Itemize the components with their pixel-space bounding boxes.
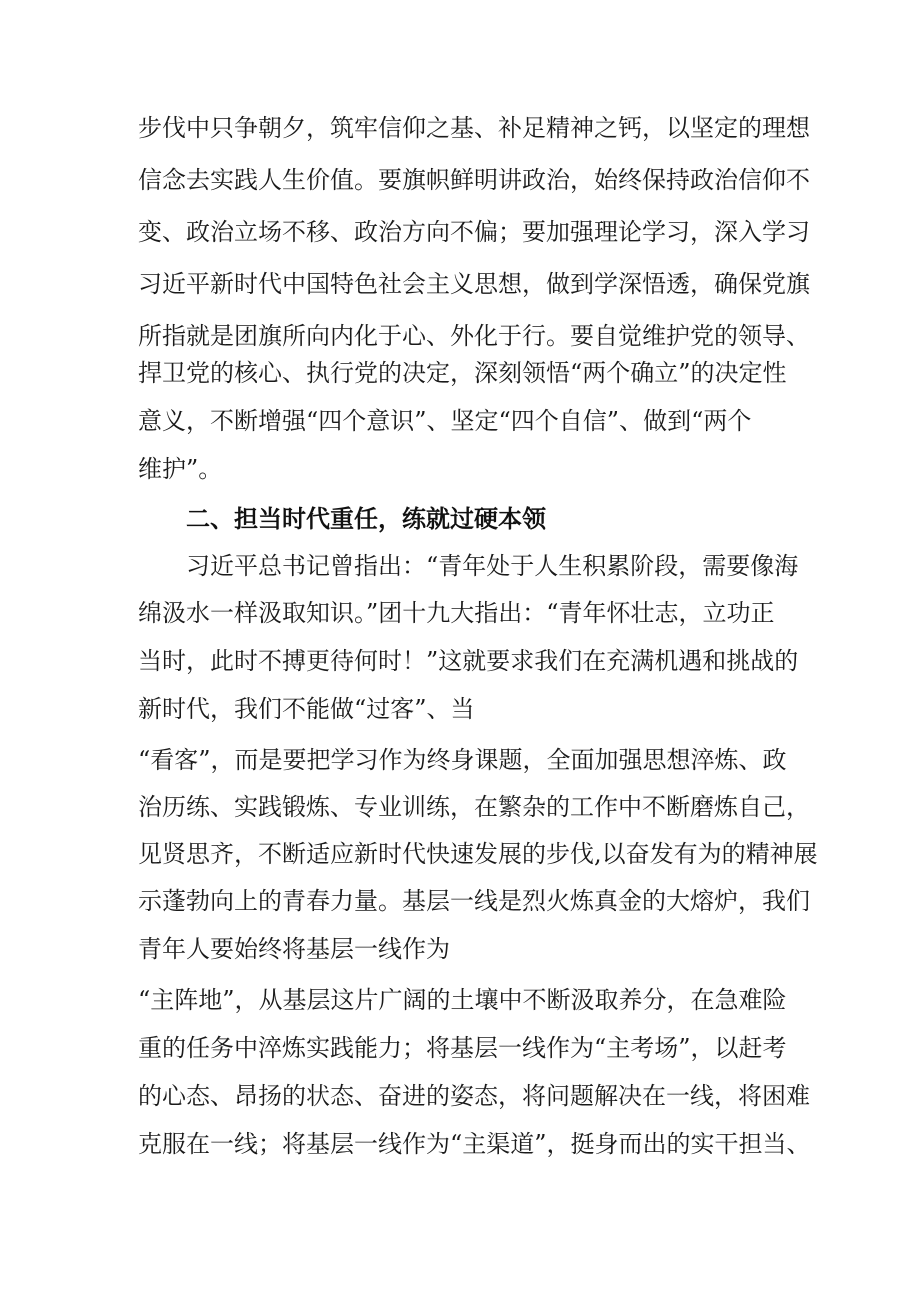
- text-line: 重的任务中淬炼实践能力；将基层一线作为“主考场”，以赶考: [138, 1034, 787, 1062]
- text-line: 步伐中只争朝夕，筑牢信仰之基、补足精神之钙，以坚定的理想: [138, 114, 810, 142]
- text-line: 习近平总书记曾指出：“青年处于人生积累阶段，需要像海: [186, 552, 799, 580]
- text-line: 新时代，我们不能做“过客”、当: [138, 695, 475, 723]
- text-line: 捍卫党的核心、执行党的决定，深刻领悟“两个确立”的决定性: [138, 359, 787, 387]
- text-line: 变、政治立场不移、政治方向不偏；要加强理论学习，深入学习: [138, 218, 810, 246]
- text-line: 习近平新时代中国特色社会主义思想，做到学深悟透，确保党旗: [138, 270, 810, 298]
- section-heading: 二、担当时代重任，练就过硬本领: [186, 505, 546, 533]
- text-line: 意义，不断增强“四个意识”、坚定“四个自信”、做到“两个: [138, 407, 752, 435]
- text-line: 见贤思齐，不断适应新时代快速发展的步伐,以奋发有为的精神展: [138, 840, 818, 868]
- text-line: 当时，此时不搏更待何时！”这就要求我们在充满机遇和挑战的: [138, 647, 799, 675]
- text-line: 示蓬勃向上的青春力量。基层一线是烈火炼真金的大熔炉，我们: [138, 887, 810, 915]
- text-line: “看客”，而是要把学习作为终身课题，全面加强思想淬炼、政: [138, 746, 787, 774]
- text-line: 克服在一线；将基层一线作为“主渠道”，挺身而出的实干担当、: [138, 1130, 811, 1158]
- text-line: 青年人要始终将基层一线作为: [138, 935, 450, 963]
- text-line: 维护”。: [138, 455, 223, 483]
- text-line: “主阵地”，从基层这片广阔的土壤中不断汲取养分，在急难险: [138, 986, 787, 1014]
- text-line: 绵汲水一样汲取知识。”团十九大指出：“青年怀壮志，立功正: [138, 599, 775, 627]
- text-line: 治历练、实践锻炼、专业训练，在繁杂的工作中不断磨炼自己，: [138, 793, 810, 821]
- text-line: 信念去实践人生价值。要旗帜鲜明讲政治，始终保持政治信仰不: [138, 166, 810, 194]
- text-line: 的心态、昂扬的状态、奋进的姿态，将问题解决在一线，将困难: [138, 1082, 810, 1110]
- text-line: 所指就是团旗所向内化于心、外化于行。要自觉维护党的领导、: [138, 322, 810, 350]
